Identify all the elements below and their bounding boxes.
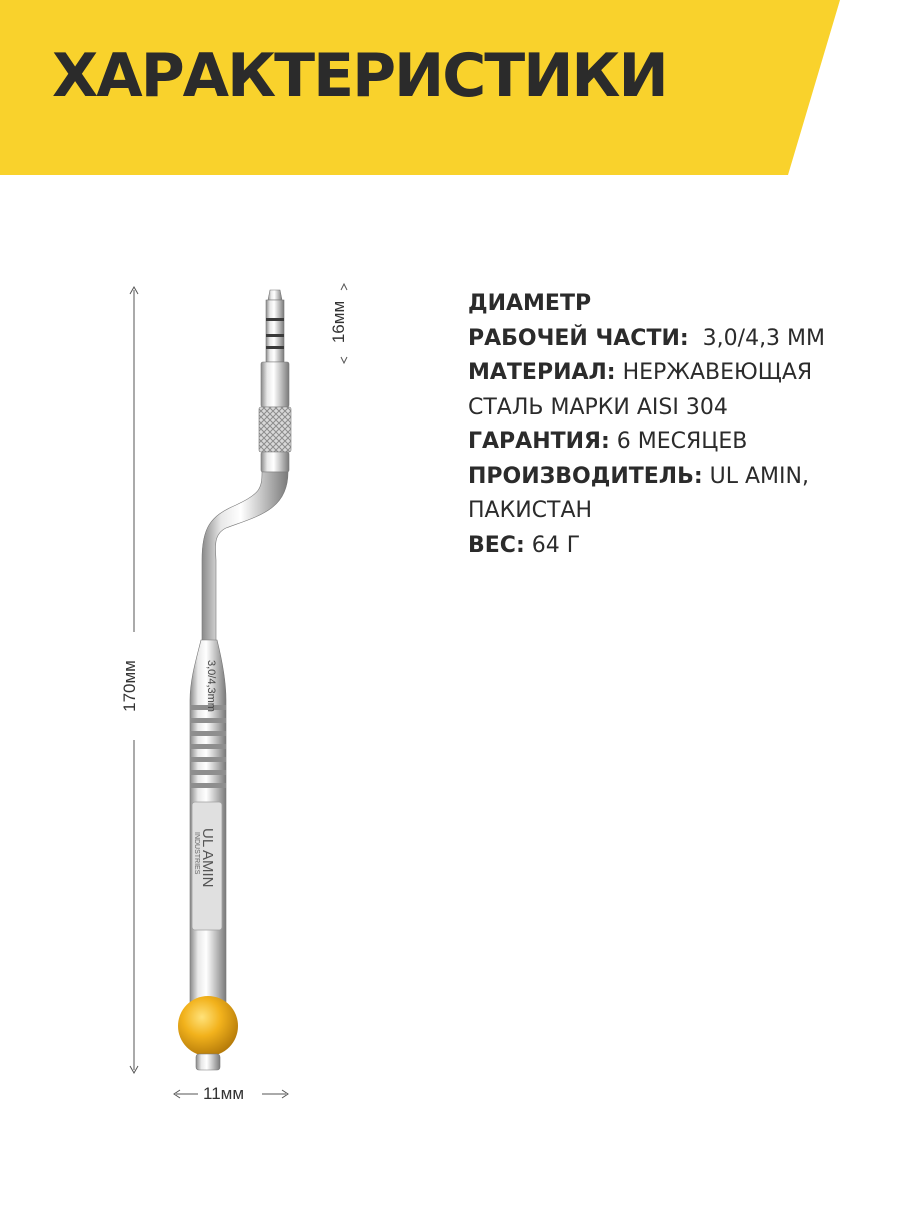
spec-material-value-1: НЕРЖАВЕЮЩАЯ — [622, 360, 813, 385]
instrument-collar — [259, 362, 291, 472]
instrument-end — [178, 996, 238, 1070]
spec-manufacturer-line-1 — [468, 460, 888, 495]
brand-marking: UL AMIN — [199, 828, 216, 888]
spec-manufacturer-label: ПРОИЗВОДИТЕЛЬ: — [468, 463, 703, 489]
spec-material-value-2: СТАЛЬ МАРКИ AISI 304 — [468, 394, 728, 420]
brand-sub-marking: INDUSTRIES — [193, 832, 200, 875]
spec-warranty-line — [468, 425, 888, 460]
instrument-neck — [202, 472, 288, 650]
size-marking: 3,0/4,3mm — [205, 660, 217, 712]
spec-diameter-value: 3,0/4,3 ММ — [702, 325, 826, 351]
total-length-label: 170мм — [119, 660, 139, 712]
spec-warranty-label: ГАРАНТИЯ: — [468, 429, 610, 454]
gold-ball — [178, 996, 238, 1056]
spec-diameter-label-2: РАБОЧЕЙ ЧАСТИ: — [468, 325, 689, 351]
spec-warranty-value: 6 МЕСЯЦЕВ — [616, 429, 748, 454]
spec-material-line-2 — [468, 391, 888, 426]
spec-material-label: МАТЕРИАЛ: — [468, 360, 616, 385]
spec-manufacturer-value-2: ПАКИСТАН — [468, 498, 593, 523]
spec-diameter-label-1: ДИАМЕТР — [468, 291, 592, 316]
spec-diameter-line-1 — [468, 287, 888, 322]
spec-material-line-1 — [468, 356, 888, 391]
page-title: ХАРАКТЕРИСТИКИ — [52, 41, 667, 111]
tip-length-label: 16мм — [329, 300, 349, 344]
spec-weight-label: ВЕС: — [468, 532, 525, 558]
spec-weight-line — [468, 529, 888, 564]
spec-list — [468, 287, 888, 563]
spec-manufacturer-line-2 — [468, 494, 888, 529]
ball-width-label: 11мм — [203, 1084, 245, 1103]
spec-weight-value: 64 Г — [531, 532, 581, 558]
spec-manufacturer-value-1: UL AMIN, — [709, 463, 809, 489]
spec-diameter-line-2 — [468, 322, 888, 357]
instrument-tip — [266, 290, 284, 362]
